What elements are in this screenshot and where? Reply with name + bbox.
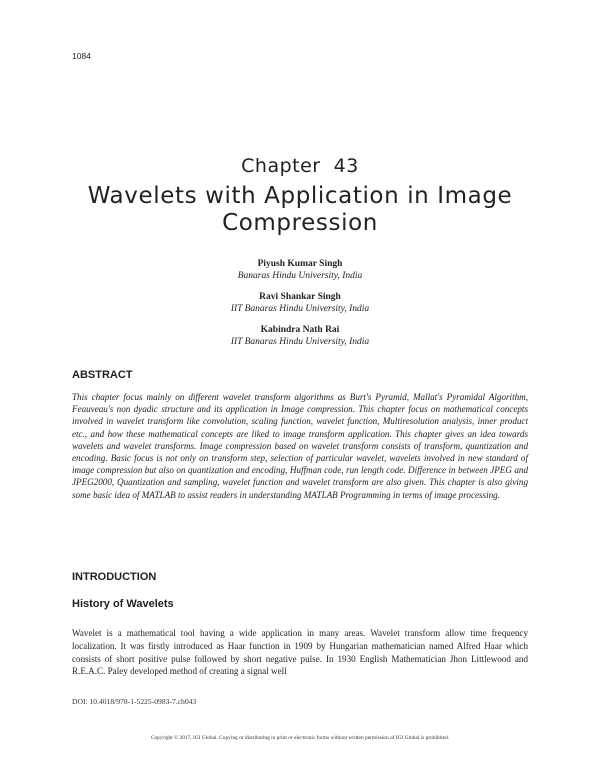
author-block [0,291,600,315]
author-affiliation: IIT Banaras Hindu University, India [230,304,370,314]
chapter-title: Wavelets with Application in Image Compression [87,183,513,236]
author-block [0,258,600,282]
page-number: 1084 [72,51,91,61]
chapter-label: Chapter 43 [241,155,359,177]
author-block [0,324,600,348]
doi: DOI: 10.4018/978-1-5225-0983-7.ch043 [72,697,197,706]
author-affiliation: Banaras Hindu University, India [237,271,363,281]
author-name: Kabindra Nath Rai [260,325,340,335]
history-subheading: History of Wavelets [72,598,174,610]
author-name: Piyush Kumar Singh [257,259,343,269]
author-affiliation: IIT Banaras Hindu University, India [230,337,370,347]
author-name: Ravi Shankar Singh [259,292,341,302]
body-paragraph: Wavelet is a mathematical tool having a wide application in many areas. Wavelet transform allow time frequency localization. It was firstly introduced as Haar function in 1909 by Hungarian mathematician named Alfred Haar which consists of short positive pulse followed by short negative pulse. In 1930 English Mathematician Jhon Littlewood and R.E.A.C. Paley developed method of creating a signal well [72,628,528,677]
copyright-notice: Copyright © 2017, IGI Global. Copying or distributing in print or electronic forms without written permission of IGI Global is prohibited. [150,735,450,741]
abstract-heading: ABSTRACT [72,369,133,381]
abstract-text: This chapter focus mainly on different wavelet transform algorithms as Burt's Pyramid, Mallat's Pyramidal Algorithm, Feauveau's non dyadic structure and its application in Image compression. This chapter focus on mathematical concepts involved in wavelet transform like convolution, scaling function, wavelet function, Multiresolution analysis, inner product etc., and how these mathematical concepts are liked to image transform application. This chapter gives an idea towards wavelets and wavelet transforms. Image compression based on wavelet transform consists of transform, quantization and encoding. Basic focus is not only on transform step, selection of particular wavelet, wavelets involved in new standard of image compression but also on quantization and encoding, Huffman code, run length code. Difference in between JPEG and JPEG2000, Quantization and sampling, wavelet function and wavelet transform are also given. This chapter is also giving some basic idea of MATLAB to assist readers in understanding MATLAB Programming in terms of image processing. [72,392,528,500]
introduction-heading: INTRODUCTION [72,571,157,583]
